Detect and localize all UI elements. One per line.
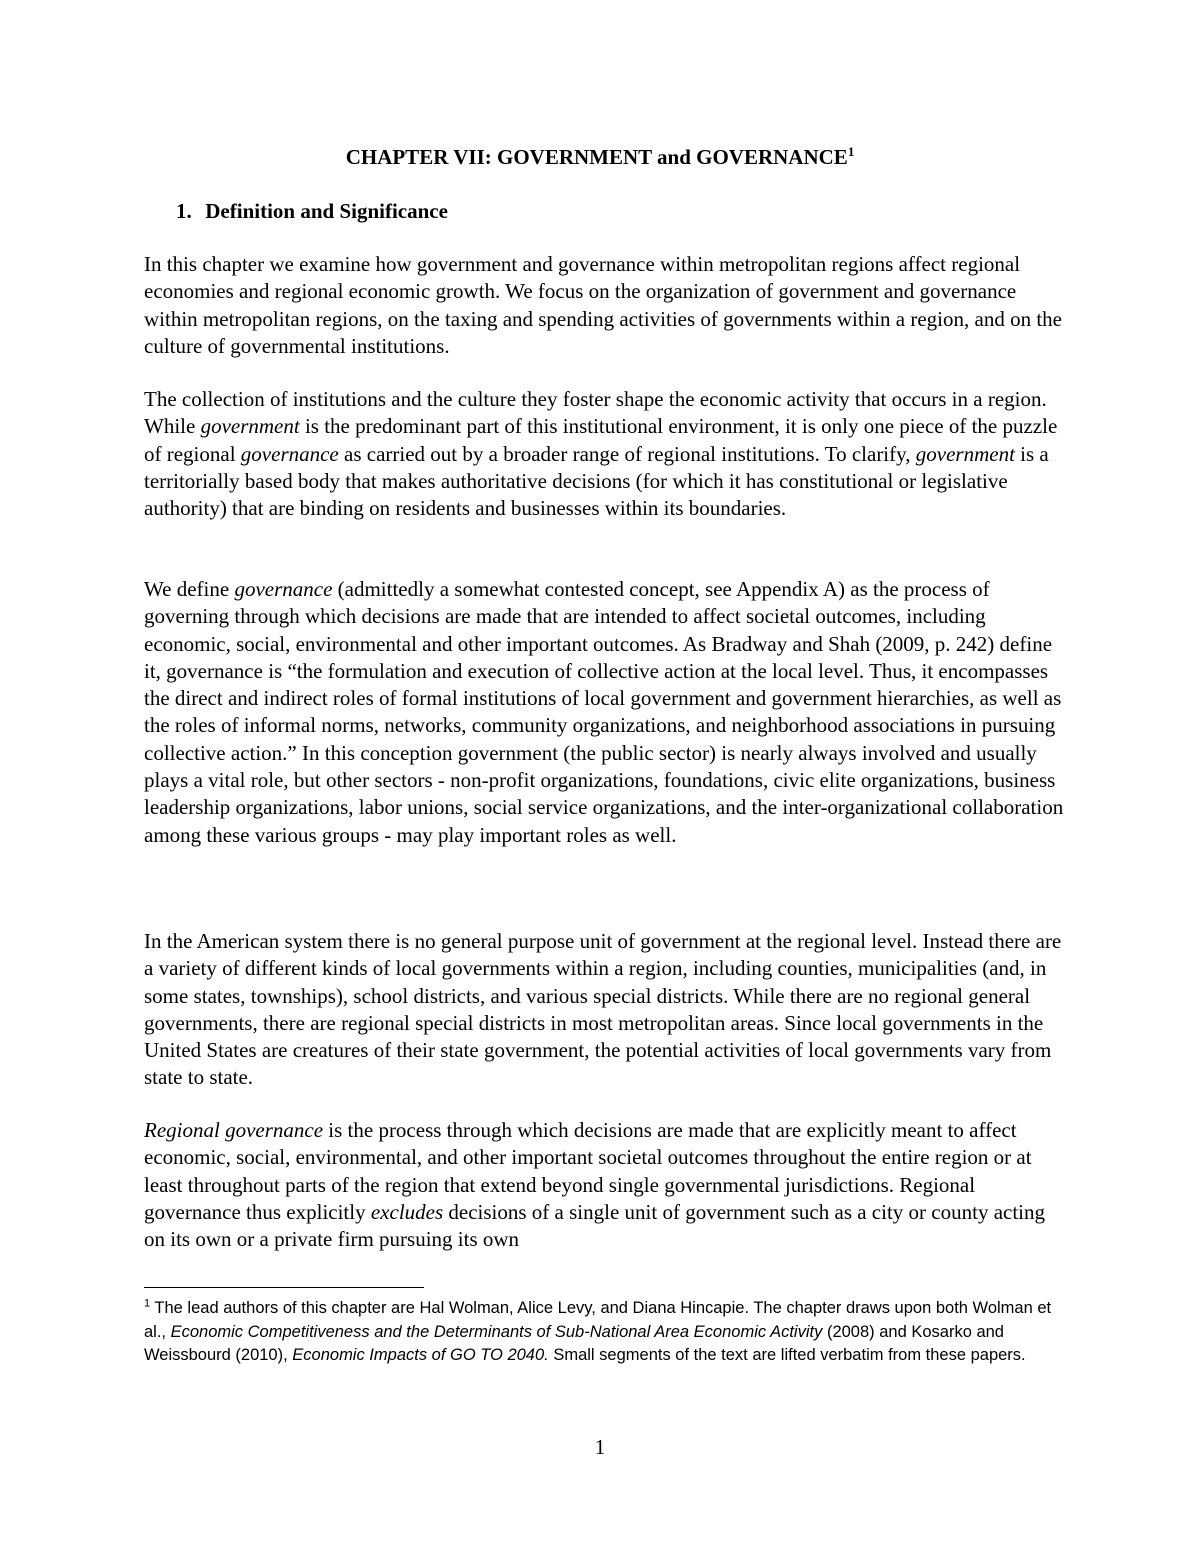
paragraph-2-text: is the predominant part of this institutional environment, it is only one piece of the puzzle of regional: [144, 414, 1058, 466]
footnote: [144, 1297, 1064, 1368]
paragraph-3-text: (admittedly a somewhat contested concept, see Appendix A) as the process of governing through which decisions are made that are intended to affect societal outcomes, including economic, social, environmental and other important outcomes. As Bradway and Shah (2009, p. 242) define it, governance is “the formulation and execution of collective action at the local level. Thus, it encompasses the direct and indirect roles of formal institutions of local government and government hierarchies, as well as the roles of informal norms, networks, community organizations, and neighborhood associations in pursuing collective action.” In this conception government (the public sector) is nearly always involved and usually plays a vital role, but other sectors - non-profit organizations, foundations, civic elite organizations, business leadership organizations, labor unions, social service organizations, and the inter-organizational collaboration among these various groups - may play important roles as well.: [144, 577, 1064, 847]
paragraph-4: In the American system there is no general purpose unit of government at the regional level. Instead there are a variety of different kinds of local governments within a region, including counties, municipalities (and, in some states, townships), school districts, and various special districts. While there are no regional general governments, there are regional special districts in most metropolitan areas. Since local governments in the United States are creatures of their state government, the potential activities of local governments vary from state to state.: [144, 929, 1062, 1090]
paragraph-3-text: We define: [144, 577, 235, 601]
paragraph-2-text: The collection of institutions and the culture they foster shape the economic activity that occurs in a region. While: [144, 387, 1047, 439]
chapter-title: [0, 143, 1200, 171]
paragraph-3: [144, 576, 1064, 849]
title-footnote-marker: 1: [847, 144, 855, 159]
footnote-text: Small segments of the text are lifted verbatim from these papers.: [548, 1346, 1026, 1364]
footnote-emphasis: Economic Competitiveness and the Determinants of Sub-National Area Economic Activity: [170, 1322, 823, 1341]
footnote-marker: 1: [144, 1297, 151, 1310]
paragraph-2-emphasis: government: [915, 441, 1015, 466]
footnote-emphasis: Economic Impacts of GO TO 2040.: [292, 1346, 549, 1364]
paragraph-1: In this chapter we examine how government and governance within metropolitan regions affect regional economies and regional economic growth. We focus on the organization of government and governance within metropolitan regions, on the taxing and spending activities of governments within a region, and on the culture of governmental institutions.: [144, 252, 1062, 358]
section-heading: [176, 197, 448, 225]
paragraph-5-emphasis: Regional governance: [144, 1118, 324, 1142]
paragraph-3-emphasis: governance: [234, 577, 333, 601]
paragraph-5-text: decisions of a single unit of government such as a city or county acting on its own or a private firm pursuing its own: [144, 1199, 1046, 1252]
chapter-title-text: CHAPTER VII: GOVERNMENT and GOVERNANCE: [345, 145, 848, 169]
paragraph-2-text: is a territorially based body that makes authoritative decisions (for which it has constitutional or legislative authority) that are binding on residents and businesses within its boundaries.: [144, 441, 1049, 521]
paragraph-2-emphasis: government: [200, 414, 300, 439]
paragraph-2-text: as carried out by a broader range of regional institutions. To clarify,: [338, 441, 916, 466]
paragraph-2: [144, 386, 1064, 522]
footnote-text: (2008) and Kosarko and Weissbourd (2010),: [144, 1322, 1004, 1364]
section-heading-text: Definition and Significance: [205, 199, 448, 223]
paragraph-5: [144, 1117, 1064, 1253]
paragraph-2-emphasis: governance: [240, 441, 339, 466]
footnote-divider: [144, 1287, 424, 1288]
paragraph-5-text: is the process through which decisions are made that are explicitly meant to affect economic, social, environmental, and other important societal outcomes throughout the entire region or at least throughout parts of the region that extend beyond single governmental jurisdictions. Regional governance thus explicitly: [144, 1118, 1032, 1224]
section-number: 1.: [176, 199, 192, 223]
page-number: 1: [594, 1435, 606, 1459]
paragraph-5-emphasis: excludes: [370, 1199, 444, 1224]
footnote-text: The lead authors of this chapter are Hal Wolman, Alice Levy, and Diana Hincapie. The chapter draws upon both Wolman et al.,: [144, 1299, 1052, 1341]
